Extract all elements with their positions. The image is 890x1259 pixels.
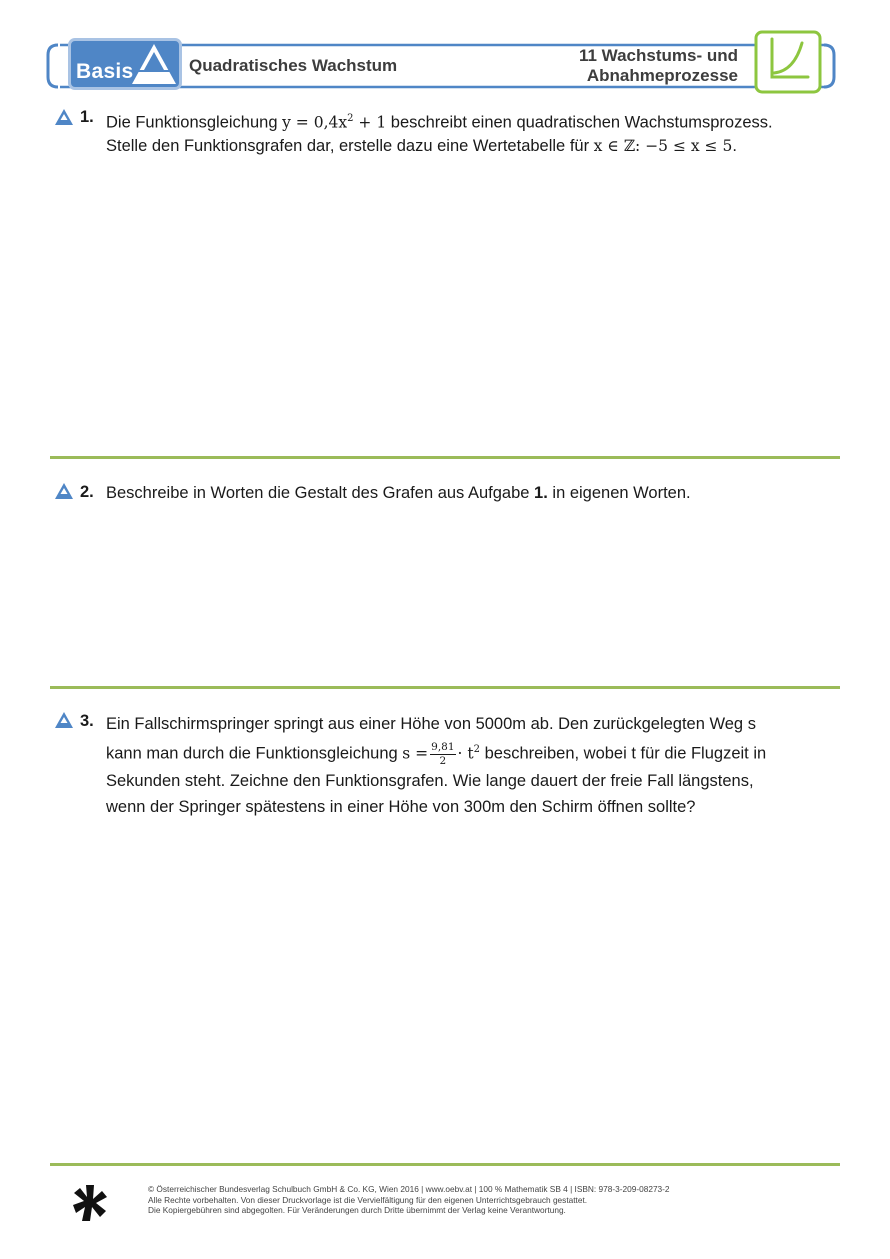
task-3-line4: wenn der Springer spätestens in einer Höhe von 300m den Schirm öffnen sollte? bbox=[106, 797, 696, 816]
chapter-title-line1: 11 Wachstums- und bbox=[578, 46, 738, 65]
footer-line1: © Österreichischer Bundesverlag Schulbuch GmbH & Co. KG, Wien 2016 | www.oebv.at | 100 % Mathematik SB 4 | ISBN: 978-3-209-08273-2 bbox=[148, 1184, 670, 1194]
task-1-line1: Die Funktionsgleichung $y = 0,4x^2 + 1$ beschreibt einen quadratischen Wachstumsprozess. bbox=[106, 113, 773, 132]
basis-pyramid-icon bbox=[128, 40, 180, 88]
basis-triangle-icon bbox=[54, 711, 74, 729]
separator-line bbox=[50, 1163, 840, 1166]
basis-label: Basis bbox=[76, 60, 134, 83]
footer-line3: Die Kopiergebühren sind abgegolten. Für Veränderungen durch Dritte übernimmt der Verlag keine Verantwortung. bbox=[148, 1205, 566, 1215]
task-2-number: 2. bbox=[80, 483, 94, 501]
page-title: Quadratisches Wachstum bbox=[189, 56, 398, 75]
chapter-title-line2: Abnahmeprozesse bbox=[586, 66, 738, 85]
basis-triangle-icon bbox=[54, 482, 74, 500]
growth-graph-logo-icon bbox=[752, 29, 824, 95]
task-3-text bbox=[106, 711, 846, 820]
footer-line2: Alle Rechte vorbehalten. Von dieser Druckvorlage ist die Vervielfältigung für den eigenen Unterrichtsgebrauch gestattet. bbox=[148, 1194, 588, 1205]
task-2-text: Beschreibe in Worten die Gestalt des Grafen aus Aufgabe 1. in eigenen Worten. bbox=[106, 484, 691, 502]
footer-copyright bbox=[148, 1184, 670, 1216]
task-3-line1: Ein Fallschirmspringer springt aus einer Höhe von 5000m ab. Den zurückgelegten Weg s bbox=[106, 715, 756, 733]
basis-triangle-icon bbox=[54, 108, 74, 126]
task-1-number: 1. bbox=[80, 108, 94, 126]
chapter-title bbox=[579, 46, 738, 86]
task-3-number: 3. bbox=[80, 712, 94, 730]
task-1-line2: Stelle den Funktionsgrafen dar, erstelle dazu eine Wertetabelle für x ∈ ℤ: −5 ≤ x ≤ 5. bbox=[106, 136, 737, 155]
separator-line bbox=[50, 456, 840, 459]
task-3-line2: kann man durch die Funktionsgleichung s = $\frac{9,81}{2}$ · $t^2$ beschreiben, wobei t für die Flugzeit in bbox=[106, 740, 767, 767]
task-1-text bbox=[106, 107, 846, 158]
separator-line bbox=[50, 686, 840, 689]
fraction: $\frac{9,81}{2}$ bbox=[431, 740, 455, 767]
publisher-logo-icon bbox=[72, 1183, 110, 1223]
task-3-line3: Sekunden steht. Zeichne den Funktionsgrafen. Wie lange dauert der freie Fall längstens, bbox=[106, 771, 754, 790]
